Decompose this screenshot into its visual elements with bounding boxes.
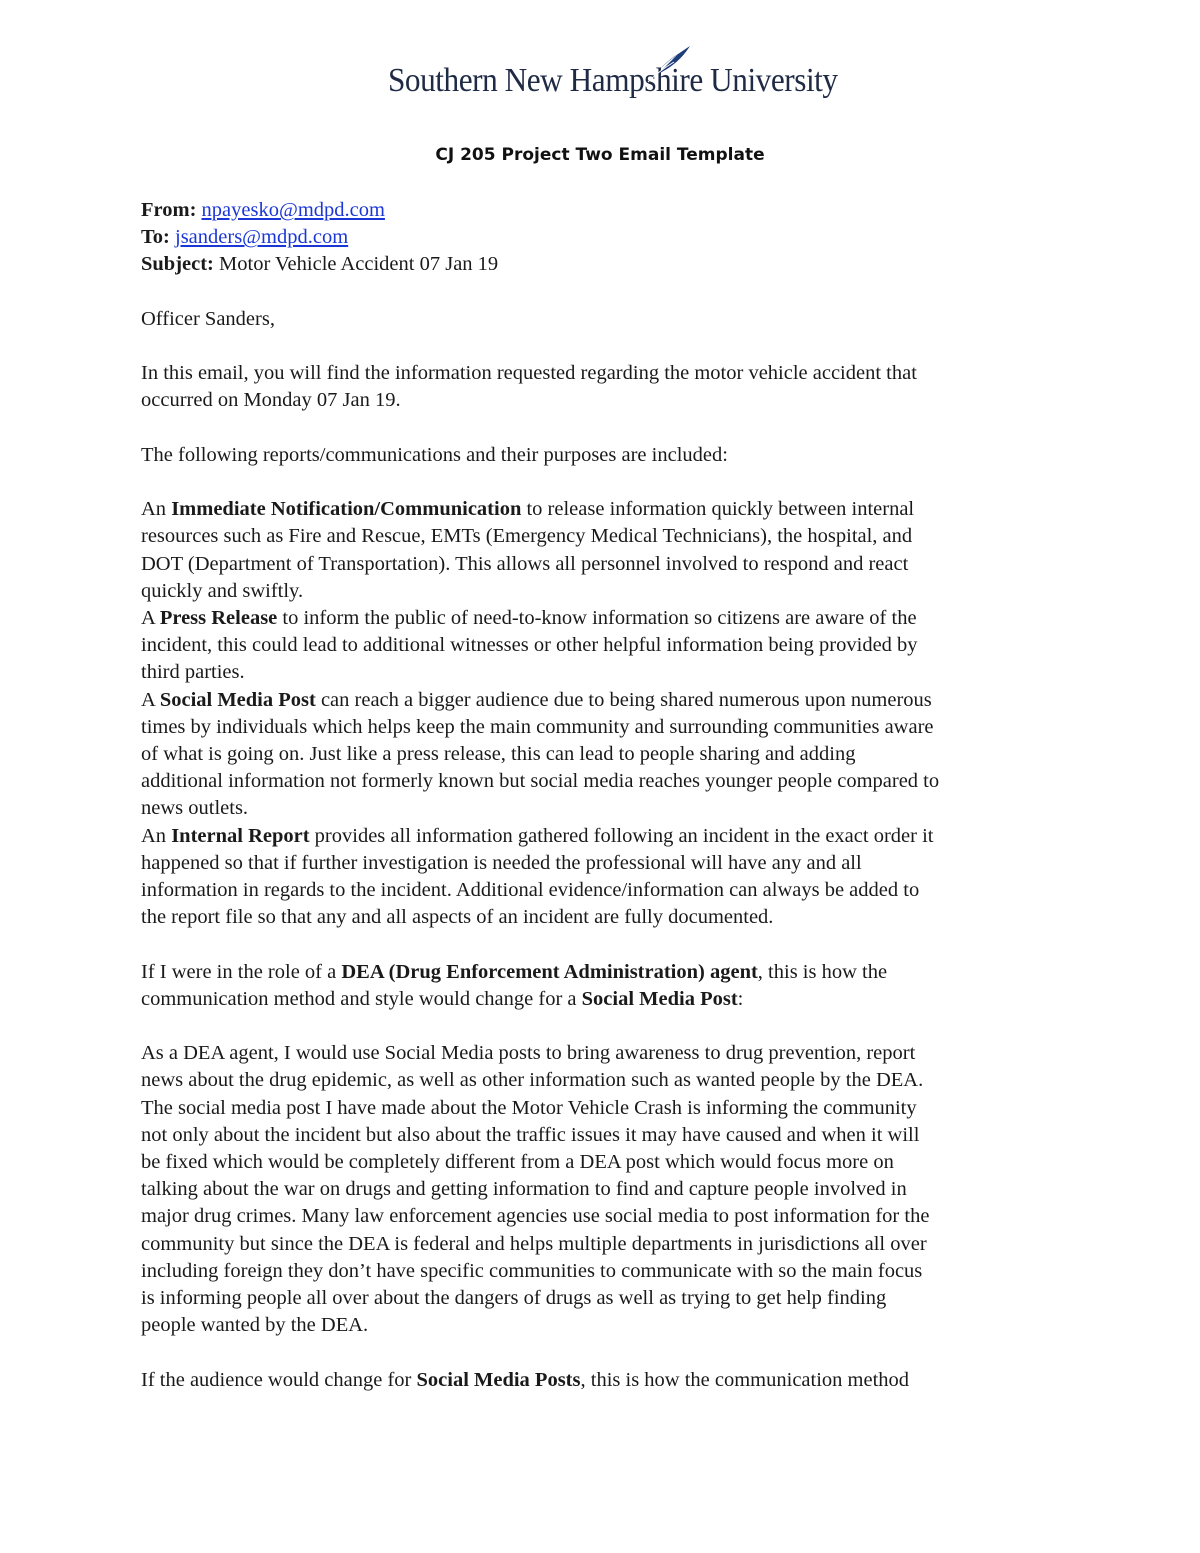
item-prefix: A [141, 606, 160, 629]
item-line: to inform the public of need-to-know information so citizens are aware of the [277, 606, 917, 629]
paragraph-line: talking about the war on drugs and getting information to find and capture people involved in [141, 1178, 907, 1201]
university-logo [388, 44, 838, 106]
email-body [141, 197, 1071, 1394]
audience-paragraph [141, 1367, 1071, 1394]
subject-value: Motor Vehicle Accident 07 Jan 19 [219, 253, 499, 276]
paragraph-line: be fixed which would be completely different from a DEA post which would focus more on [141, 1151, 894, 1174]
paragraph-line: not only about the incident but also about the traffic issues it may have caused and when it will [141, 1123, 920, 1146]
audience-bold: Social Media Posts [416, 1368, 581, 1391]
dea-role-paragraph [141, 959, 1071, 1013]
item-line: information in regards to the incident. Additional evidence/information can always be added to [141, 879, 920, 902]
item-term: Internal Report [171, 824, 310, 847]
paragraph-line: As a DEA agent, I would use Social Media posts to bring awareness to drug prevention, report [141, 1042, 916, 1065]
paragraph-line: major drug crimes. Many law enforcement agencies use social media to post information for the [141, 1205, 930, 1228]
item-line: happened so that if further investigation is needed the professional will have any and all [141, 851, 862, 874]
from-line [141, 197, 1071, 224]
item-term: Press Release [159, 606, 278, 629]
item-line: can reach a bigger audience due to being shared numerous upon numerous [315, 688, 932, 711]
paragraph-line: including foreign they don’t have specific communities to communicate with so the main focus [141, 1259, 923, 1282]
item-line: quickly and swiftly. [141, 579, 304, 602]
to-email-link[interactable]: jsanders@mdpd.com [175, 226, 349, 249]
audience-text: , this is how the communication method [580, 1368, 910, 1391]
item-line: times by individuals which helps keep the main community and surrounding communities aware [141, 715, 934, 738]
list-intro: The following reports/communications and their purposes are included: [141, 443, 728, 466]
item-line: to release information quickly between internal [521, 498, 915, 521]
item-line: incident, this could lead to additional witnesses or other helpful information being provided by [141, 634, 918, 657]
item-term: Social Media Post [159, 688, 316, 711]
paragraph-line: is informing people all over about the dangers of drugs as well as trying to get help finding [141, 1287, 887, 1310]
item-line: DOT (Department of Transportation). This allows all personnel involved to respond and react [141, 552, 909, 575]
from-email-link[interactable]: npayesko@mdpd.com [201, 199, 385, 221]
item-line: news outlets. [141, 797, 249, 820]
from-label: From: [141, 199, 197, 221]
intro-line-2: occurred on Monday 07 Jan 19. [141, 389, 401, 412]
audience-text: If the audience would change for [141, 1368, 417, 1391]
item-social-media-post [141, 687, 1071, 823]
item-line: resources such as Fire and Rescue, EMTs (Emergency Medical Technicians), the hospital, and [141, 525, 913, 548]
item-internal-report [141, 823, 1071, 932]
item-immediate-notification [141, 496, 1071, 605]
dea-role-text: : [737, 987, 744, 1010]
intro-paragraph [141, 360, 1071, 414]
item-press-release [141, 605, 1071, 687]
item-line: of what is going on. Just like a press release, this can lead to people sharing and adding [141, 743, 856, 765]
feather-icon [644, 44, 694, 84]
intro-line-1: In this email, you will find the information requested regarding the motor vehicle accident that [141, 362, 917, 385]
to-label: To: [141, 226, 170, 249]
to-line [141, 224, 1071, 251]
dea-role-bold: Social Media Post [581, 987, 738, 1010]
dea-role-text: If I were in the role of a [141, 960, 342, 983]
subject-label: Subject: [141, 253, 214, 276]
item-term: Immediate Notification/Communication [171, 498, 522, 521]
item-line: additional information not formerly known but social media reaches younger people compared to [141, 770, 940, 793]
subject-line [141, 251, 1071, 278]
paragraph-line: people wanted by the DEA. [141, 1314, 369, 1337]
greeting: Officer Sanders, [141, 307, 275, 330]
logo-text: Southern New Hampshire University [388, 62, 838, 99]
item-prefix: A [141, 688, 160, 711]
paragraph-line: community but since the DEA is federal and helps multiple departments in jurisdictions all over [141, 1232, 927, 1255]
paragraph-line: news about the drug epidemic, as well as other information such as wanted people by the DEA. [141, 1069, 924, 1092]
item-line: third parties. [141, 661, 245, 684]
item-line: the report file so that any and all aspects of an incident are fully documented. [141, 906, 774, 929]
item-prefix: An [141, 824, 172, 847]
paragraph-line: The social media post I have made about the Motor Vehicle Crash is informing the community [141, 1096, 917, 1119]
dea-paragraph [141, 1040, 1071, 1339]
item-prefix: An [141, 498, 172, 521]
page-title: CJ 205 Project Two Email Template [435, 145, 765, 165]
dea-role-text: , this is how the [757, 960, 888, 983]
dea-role-bold: DEA (Drug Enforcement Administration) agent [341, 960, 758, 983]
dea-role-text: communication method and style would change for a [141, 987, 582, 1010]
item-line: provides all information gathered following an incident in the exact order it [309, 824, 934, 847]
